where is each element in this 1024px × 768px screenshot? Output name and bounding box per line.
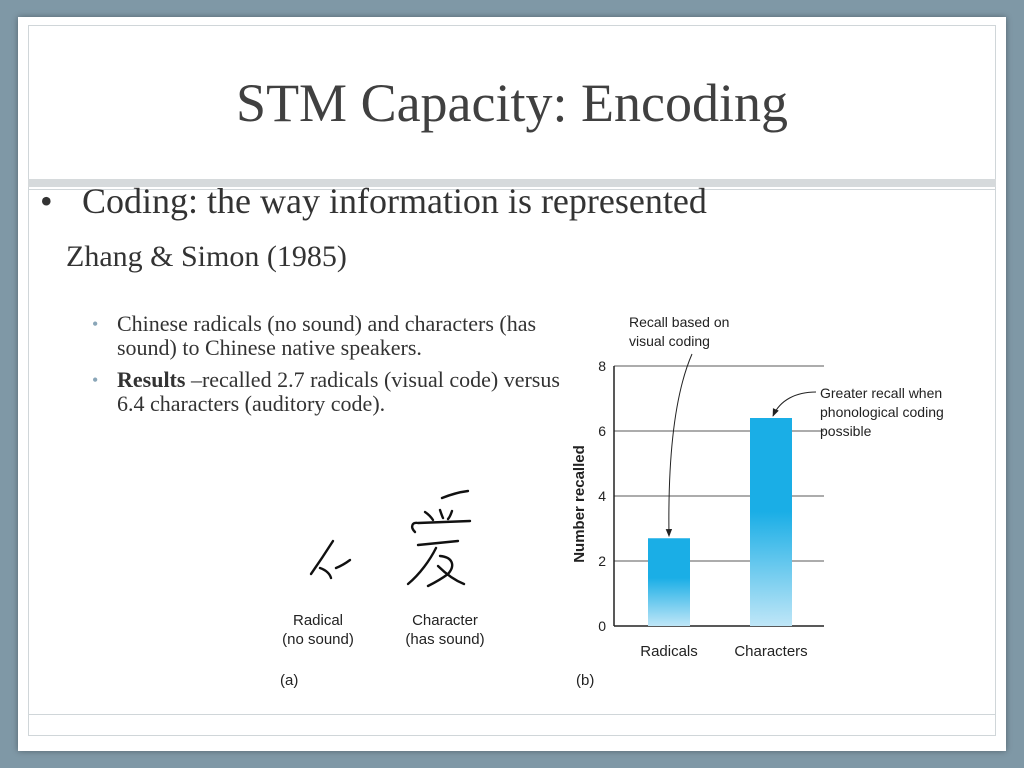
y-tick-label: 6 [598, 423, 606, 439]
bullet-dot-icon: • [40, 181, 53, 221]
radical-label: Radical [292, 612, 344, 629]
sub-bullet-text: –recalled 2.7 radicals (visual code) versus 6.4 characters (auditory code). [117, 367, 560, 416]
y-tick-label: 0 [598, 618, 606, 634]
panel-b-label: (b) [576, 672, 595, 689]
character-label: Character [412, 612, 478, 629]
annotation-visual-text: Recall based on [629, 314, 730, 330]
annotation-phonological-text: possible [820, 423, 872, 439]
y-tick-label: 8 [598, 358, 606, 374]
annotation-visual-text: visual coding [629, 333, 710, 349]
sub-bullet-text: Chinese radicals (no sound) and characters (has sound) to Chinese native speakers. [117, 311, 537, 360]
gridlines [614, 366, 824, 626]
y-tick-label: 2 [598, 553, 606, 569]
y-tick-labels [598, 358, 606, 634]
x-tick-label: Characters [734, 643, 808, 660]
panel-a-label: (a) [280, 672, 299, 689]
y-axis-label: Number recalled [571, 445, 588, 563]
sub-bullet-bold-label: Results [117, 367, 186, 392]
bars [648, 418, 792, 626]
bar-radicals [648, 538, 690, 626]
x-tick-labels [640, 643, 807, 660]
bar-chart [571, 314, 944, 689]
character-sublabel: (has sound) [405, 631, 485, 648]
y-tick-label: 4 [598, 488, 606, 504]
sub-bullet-dot-icon: • [92, 314, 99, 334]
x-tick-label: Radicals [640, 643, 698, 660]
radical-glyph [311, 541, 350, 578]
radical-sublabel: (no sound) [282, 631, 354, 648]
sub-bullet-dot-icon: • [92, 370, 99, 390]
slide-title: STM Capacity: Encoding [236, 73, 788, 133]
annotation-visual-arrow [669, 354, 692, 536]
bar-characters [750, 418, 792, 626]
main-bullet-text: Coding: the way information is represented [82, 181, 707, 221]
annotation-phonological-text: Greater recall when [820, 385, 943, 401]
character-glyph [408, 491, 470, 586]
study-citation: Zhang & Simon (1985) [66, 240, 347, 273]
annotation-phonological-text: phonological coding [820, 404, 944, 420]
annotation-phonological-arrow [773, 392, 816, 416]
